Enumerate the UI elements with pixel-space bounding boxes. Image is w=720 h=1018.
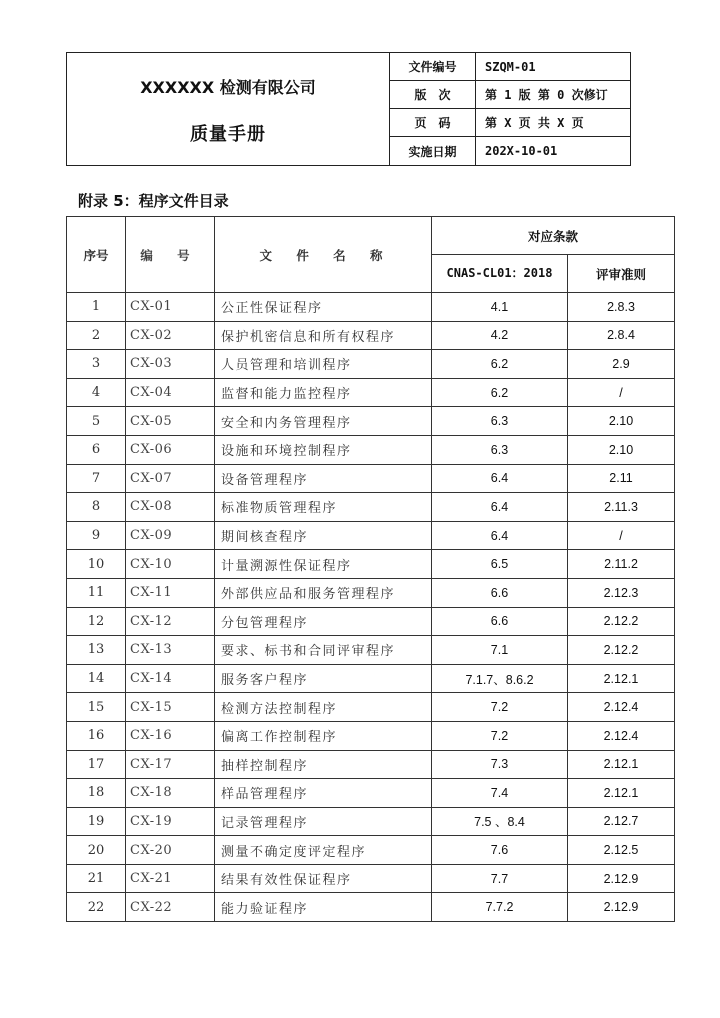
header-field-label: 页 码 — [390, 109, 476, 136]
table-row — [67, 693, 675, 722]
row-review-rule: 2.11.2 — [568, 550, 675, 579]
row-seq: 18 — [67, 779, 126, 808]
row-seq: 10 — [67, 550, 126, 579]
row-cnas-clause: 7.5 、8.4 — [432, 807, 568, 836]
table-row — [67, 864, 675, 893]
row-cnas-clause: 4.2 — [432, 321, 568, 350]
row-document-name: 设施和环境控制程序 — [215, 435, 432, 464]
row-code: CX-03 — [126, 350, 215, 379]
row-code: CX-16 — [126, 721, 215, 750]
row-code: CX-15 — [126, 693, 215, 722]
header-field-edition — [390, 81, 630, 109]
row-seq: 9 — [67, 521, 126, 550]
row-cnas-clause: 7.7.2 — [432, 893, 568, 922]
row-cnas-clause: 4.1 — [432, 293, 568, 322]
table-row — [67, 664, 675, 693]
row-cnas-clause: 6.2 — [432, 378, 568, 407]
row-document-name: 保护机密信息和所有权程序 — [215, 321, 432, 350]
table-row — [67, 550, 675, 579]
row-document-name: 检测方法控制程序 — [215, 693, 432, 722]
table-row — [67, 721, 675, 750]
header-field-value: SZQM-01 — [485, 59, 536, 74]
row-cnas-clause: 6.3 — [432, 407, 568, 436]
row-code: CX-02 — [126, 321, 215, 350]
row-document-name: 监督和能力监控程序 — [215, 378, 432, 407]
row-document-name: 结果有效性保证程序 — [215, 864, 432, 893]
row-code: CX-09 — [126, 521, 215, 550]
row-document-name: 偏离工作控制程序 — [215, 721, 432, 750]
row-document-name: 测量不确定度评定程序 — [215, 836, 432, 865]
row-code: CX-07 — [126, 464, 215, 493]
table-row — [67, 493, 675, 522]
header-field-effective-date — [390, 137, 630, 165]
row-cnas-clause: 6.3 — [432, 435, 568, 464]
row-seq: 17 — [67, 750, 126, 779]
manual-title: 质量手册 — [190, 124, 266, 145]
row-document-name: 计量溯源性保证程序 — [215, 550, 432, 579]
row-review-rule: 2.12.5 — [568, 836, 675, 865]
row-document-name: 抽样控制程序 — [215, 750, 432, 779]
table-row — [67, 636, 675, 665]
header-field-value: 第 X 页 共 X 页 — [485, 116, 584, 130]
row-code: CX-01 — [126, 293, 215, 322]
table-row — [67, 378, 675, 407]
row-cnas-clause: 7.2 — [432, 721, 568, 750]
row-cnas-clause: 6.4 — [432, 464, 568, 493]
row-review-rule: 2.12.1 — [568, 779, 675, 808]
header-field-label: 文件编号 — [390, 53, 476, 80]
row-review-rule: 2.10 — [568, 407, 675, 436]
table-row — [67, 578, 675, 607]
table-row — [67, 607, 675, 636]
row-review-rule: 2.9 — [568, 350, 675, 379]
row-code: CX-13 — [126, 636, 215, 665]
table-row — [67, 407, 675, 436]
row-review-rule: 2.10 — [568, 435, 675, 464]
row-code: CX-06 — [126, 435, 215, 464]
row-cnas-clause: 7.2 — [432, 693, 568, 722]
row-code: CX-21 — [126, 864, 215, 893]
row-seq: 20 — [67, 836, 126, 865]
row-seq: 22 — [67, 893, 126, 922]
row-review-rule: 2.11 — [568, 464, 675, 493]
header-field-page — [390, 109, 630, 137]
row-document-name: 安全和内务管理程序 — [215, 407, 432, 436]
header-field-value: 第 1 版 第 0 次修订 — [485, 88, 608, 102]
table-row — [67, 350, 675, 379]
row-review-rule: / — [568, 521, 675, 550]
row-review-rule: 2.12.4 — [568, 693, 675, 722]
row-seq: 12 — [67, 607, 126, 636]
column-header-cnas: CNAS-CL01：2018 — [432, 255, 568, 293]
row-seq: 11 — [67, 578, 126, 607]
row-document-name: 人员管理和培训程序 — [215, 350, 432, 379]
row-cnas-clause: 7.1 — [432, 636, 568, 665]
row-document-name: 能力验证程序 — [215, 893, 432, 922]
row-code: CX-08 — [126, 493, 215, 522]
row-cnas-clause: 7.1.7、8.6.2 — [432, 664, 568, 693]
row-review-rule: 2.12.7 — [568, 807, 675, 836]
row-seq: 14 — [67, 664, 126, 693]
header-field-label: 实施日期 — [390, 137, 476, 165]
row-code: CX-14 — [126, 664, 215, 693]
row-code: CX-12 — [126, 607, 215, 636]
row-cnas-clause: 7.3 — [432, 750, 568, 779]
table-row — [67, 293, 675, 322]
row-seq: 4 — [67, 378, 126, 407]
row-document-name: 标准物质管理程序 — [215, 493, 432, 522]
header-field-value: 202X-10-01 — [485, 144, 558, 158]
table-row — [67, 321, 675, 350]
row-review-rule: 2.12.2 — [568, 636, 675, 665]
table-row — [67, 893, 675, 922]
header-field-doc-number — [390, 53, 630, 81]
row-document-name: 公正性保证程序 — [215, 293, 432, 322]
row-cnas-clause: 6.6 — [432, 578, 568, 607]
row-seq: 19 — [67, 807, 126, 836]
row-review-rule: 2.8.4 — [568, 321, 675, 350]
table-row — [67, 464, 675, 493]
row-code: CX-20 — [126, 836, 215, 865]
document-header — [66, 52, 631, 166]
row-document-name: 要求、标书和合同评审程序 — [215, 636, 432, 665]
row-code: CX-10 — [126, 550, 215, 579]
column-header-rule: 评审准则 — [568, 255, 675, 293]
row-review-rule: 2.12.9 — [568, 893, 675, 922]
table-row — [67, 836, 675, 865]
row-seq: 6 — [67, 435, 126, 464]
row-document-name: 样品管理程序 — [215, 779, 432, 808]
header-field-label: 版 次 — [390, 81, 476, 108]
row-cnas-clause: 7.7 — [432, 864, 568, 893]
row-cnas-clause: 6.6 — [432, 607, 568, 636]
table-row — [67, 807, 675, 836]
row-seq: 15 — [67, 693, 126, 722]
row-seq: 1 — [67, 293, 126, 322]
row-document-name: 服务客户程序 — [215, 664, 432, 693]
table-body — [67, 293, 675, 922]
procedure-document-table — [66, 216, 675, 922]
row-cnas-clause: 6.4 — [432, 493, 568, 522]
column-header-seq: 序号 — [67, 217, 126, 293]
row-code: CX-04 — [126, 378, 215, 407]
column-header-code: 编 号 — [126, 217, 215, 293]
company-name: XXXXXX 检测有限公司 — [140, 78, 316, 97]
table-row — [67, 779, 675, 808]
row-seq: 8 — [67, 493, 126, 522]
row-cnas-clause: 6.5 — [432, 550, 568, 579]
row-document-name: 外部供应品和服务管理程序 — [215, 578, 432, 607]
row-seq: 21 — [67, 864, 126, 893]
row-cnas-clause: 6.2 — [432, 350, 568, 379]
row-review-rule: 2.12.9 — [568, 864, 675, 893]
row-cnas-clause: 6.4 — [432, 521, 568, 550]
row-seq: 13 — [67, 636, 126, 665]
table-row — [67, 435, 675, 464]
row-document-name: 记录管理程序 — [215, 807, 432, 836]
section-title: 附录 5：程序文件目录 — [78, 192, 229, 210]
row-code: CX-05 — [126, 407, 215, 436]
row-cnas-clause: 7.4 — [432, 779, 568, 808]
row-seq: 7 — [67, 464, 126, 493]
row-code: CX-11 — [126, 578, 215, 607]
row-seq: 5 — [67, 407, 126, 436]
table-row — [67, 521, 675, 550]
header-fields — [390, 53, 630, 165]
row-review-rule: / — [568, 378, 675, 407]
row-review-rule: 2.12.1 — [568, 664, 675, 693]
row-code: CX-22 — [126, 893, 215, 922]
row-review-rule: 2.12.2 — [568, 607, 675, 636]
row-document-name: 设备管理程序 — [215, 464, 432, 493]
row-review-rule: 2.11.3 — [568, 493, 675, 522]
row-seq: 3 — [67, 350, 126, 379]
row-review-rule: 2.8.3 — [568, 293, 675, 322]
row-code: CX-17 — [126, 750, 215, 779]
row-document-name: 分包管理程序 — [215, 607, 432, 636]
row-code: CX-19 — [126, 807, 215, 836]
column-header-name: 文 件 名 称 — [215, 217, 432, 293]
row-code: CX-18 — [126, 779, 215, 808]
row-review-rule: 2.12.1 — [568, 750, 675, 779]
row-document-name: 期间核查程序 — [215, 521, 432, 550]
row-review-rule: 2.12.3 — [568, 578, 675, 607]
row-cnas-clause: 7.6 — [432, 836, 568, 865]
column-header-clause-group: 对应条款 — [432, 217, 675, 255]
table-row — [67, 750, 675, 779]
row-seq: 16 — [67, 721, 126, 750]
row-seq: 2 — [67, 321, 126, 350]
header-title-block — [67, 53, 390, 165]
row-review-rule: 2.12.4 — [568, 721, 675, 750]
table-header — [67, 217, 675, 293]
